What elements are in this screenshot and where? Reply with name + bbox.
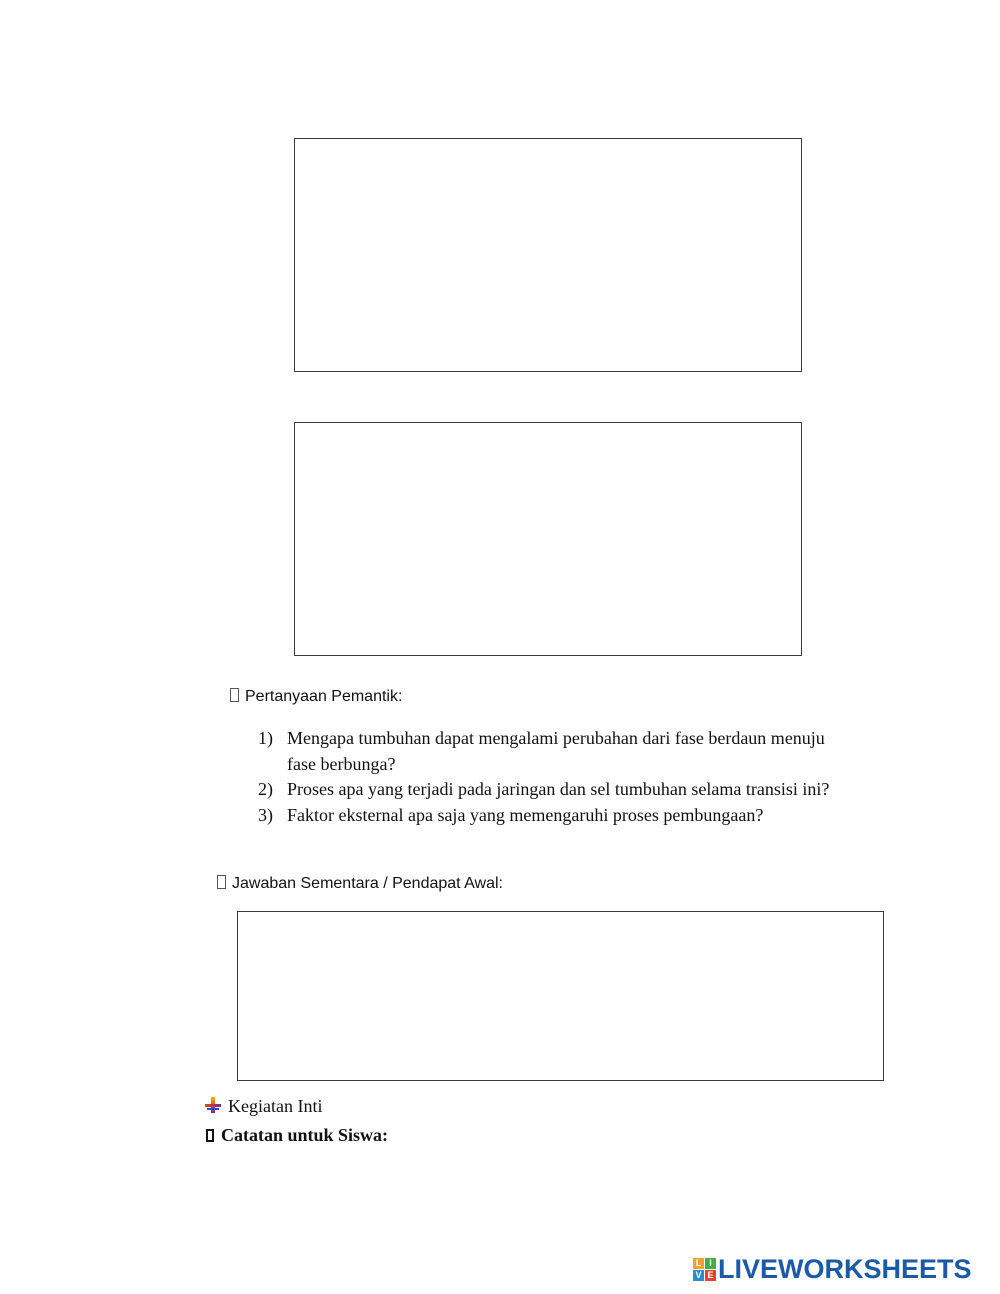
answer-box-3[interactable] [237,911,884,1081]
question-text: Proses apa yang terjadi pada jaringan dan sel tumbuhan selama transisi ini? [287,779,830,799]
question-text: Mengapa tumbuhan dapat mengalami perubahan dari fase berdaun menuju fase berbunga? [287,728,825,774]
logo-mark-letter: V [693,1270,704,1281]
question-list [258,726,858,828]
liveworksheets-mark-icon [693,1258,716,1281]
logo-mark-letter: E [705,1270,716,1281]
logo-mark-letter: I [705,1258,716,1269]
initial-answer-heading [217,874,503,894]
list-item [258,777,858,803]
kegiatan-inti-heading [205,1094,322,1118]
missing-glyph-icon [230,688,239,702]
logo-mark-letter: L [693,1258,704,1269]
missing-glyph-icon [206,1129,214,1142]
answer-box-1[interactable] [294,138,802,372]
initial-answer-label: Jawaban Sementara / Pendapat Awal: [232,875,503,892]
question-number: 2) [258,779,273,799]
answer-box-2[interactable] [294,422,802,656]
list-item [258,726,858,777]
guiding-questions-label: Pertanyaan Pemantik: [245,688,403,705]
kegiatan-inti-label: Kegiatan Inti [228,1096,323,1116]
question-number: 3) [258,804,273,825]
logo-text: LIVEWORKSHEETS [718,1254,972,1284]
catatan-label: Catatan untuk Siswa: [221,1125,389,1145]
missing-glyph-icon [217,875,226,889]
catatan-heading [206,1123,388,1147]
colored-plus-bullet-icon [205,1097,221,1113]
liveworksheets-logo [693,1253,972,1285]
question-number: 1) [258,728,273,748]
guiding-questions-heading [230,687,402,707]
list-item [258,803,858,829]
question-text: Faktor eksternal apa saja yang memengaruhi proses pembungaan? [287,804,764,825]
